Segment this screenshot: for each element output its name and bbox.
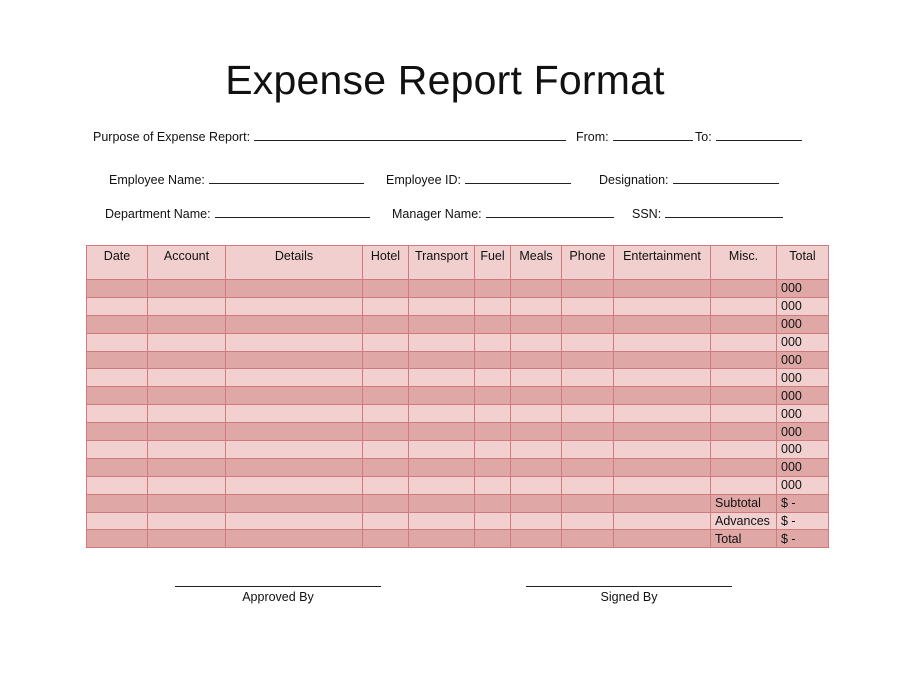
meals-cell[interactable] [511,423,562,441]
table-header-row [87,246,829,280]
meals-cell[interactable] [511,333,562,351]
entertainment-cell[interactable] [614,369,711,387]
designation-input-line[interactable] [673,171,779,184]
expense-table [86,245,829,548]
misc-cell[interactable] [711,333,777,351]
header-details: Details [226,246,363,280]
transport-cell[interactable] [409,333,475,351]
date-cell[interactable] [87,387,148,405]
ssn-field[interactable] [632,205,783,222]
transport-cell[interactable] [409,458,475,476]
misc-cell[interactable] [711,369,777,387]
meals-cell[interactable] [511,315,562,333]
to-label: To: [695,130,712,144]
approved-by-label: Approved By [242,590,314,604]
fuel-cell[interactable] [475,315,511,333]
details-cell[interactable] [226,423,363,441]
designation-field[interactable] [599,171,779,188]
phone-cell[interactable] [562,351,614,369]
transport-cell[interactable] [409,476,475,494]
purpose-input-line[interactable] [254,128,566,141]
table-row [87,405,829,423]
manager-name-field[interactable] [392,205,614,222]
phone-cell[interactable] [562,369,614,387]
row-total-cell: 000 [777,315,829,333]
transport-cell[interactable] [409,405,475,423]
transport-cell[interactable] [409,441,475,459]
transport-cell[interactable] [409,387,475,405]
entertainment-cell[interactable] [614,351,711,369]
phone-cell[interactable] [562,297,614,315]
entertainment-cell[interactable] [614,280,711,298]
hotel-cell[interactable] [363,315,409,333]
account-cell[interactable] [148,297,226,315]
date-cell[interactable] [87,458,148,476]
subtotal-value: $ - [777,494,829,512]
details-cell[interactable] [226,280,363,298]
advances-value: $ - [777,512,829,530]
account-cell[interactable] [148,387,226,405]
entertainment-cell[interactable] [614,441,711,459]
meals-cell[interactable] [511,458,562,476]
department-name-input-line[interactable] [215,205,370,218]
misc-cell[interactable] [711,441,777,459]
manager-name-label: Manager Name: [392,207,482,221]
fuel-cell[interactable] [475,351,511,369]
date-cell[interactable] [87,315,148,333]
row-total-cell: 000 [777,441,829,459]
misc-cell[interactable] [711,315,777,333]
account-cell[interactable] [148,405,226,423]
hotel-cell[interactable] [363,333,409,351]
phone-cell[interactable] [562,333,614,351]
ssn-input-line[interactable] [665,205,783,218]
entertainment-cell[interactable] [614,333,711,351]
employee-id-field[interactable] [386,171,571,188]
department-name-field[interactable] [105,205,370,222]
row-total-cell: 000 [777,333,829,351]
to-input-line[interactable] [716,128,802,141]
approved-by-signature-line[interactable] [175,586,381,587]
fuel-cell[interactable] [475,297,511,315]
subtotal-label: Subtotal [711,494,777,512]
table-row [87,423,829,441]
transport-cell[interactable] [409,315,475,333]
advances-label: Advances [711,512,777,530]
account-cell[interactable] [148,476,226,494]
employee-id-input-line[interactable] [465,171,571,184]
header-transport: Transport [409,246,475,280]
transport-cell[interactable] [409,280,475,298]
hotel-cell[interactable] [363,405,409,423]
phone-cell[interactable] [562,476,614,494]
fuel-cell[interactable] [475,423,511,441]
employee-name-label: Employee Name: [109,173,205,187]
fuel-cell[interactable] [475,458,511,476]
date-cell[interactable] [87,280,148,298]
entertainment-cell[interactable] [614,387,711,405]
table-row [87,476,829,494]
entertainment-cell[interactable] [614,458,711,476]
details-cell[interactable] [226,405,363,423]
meals-cell[interactable] [511,441,562,459]
department-name-label: Department Name: [105,207,211,221]
details-cell[interactable] [226,333,363,351]
misc-cell[interactable] [711,351,777,369]
total-label: Total [711,530,777,548]
meals-cell[interactable] [511,387,562,405]
table-row [87,369,829,387]
date-cell[interactable] [87,351,148,369]
account-cell[interactable] [148,423,226,441]
misc-cell[interactable] [711,297,777,315]
header-total: Total [777,246,829,280]
phone-cell[interactable] [562,441,614,459]
account-cell[interactable] [148,369,226,387]
hotel-cell[interactable] [363,280,409,298]
details-cell[interactable] [226,369,363,387]
fuel-cell[interactable] [475,441,511,459]
fuel-cell[interactable] [475,369,511,387]
table-row [87,458,829,476]
entertainment-cell[interactable] [614,297,711,315]
hotel-cell[interactable] [363,476,409,494]
account-cell[interactable] [148,458,226,476]
subtotal-row [87,494,829,512]
account-cell[interactable] [148,280,226,298]
row-total-cell: 000 [777,476,829,494]
fuel-cell[interactable] [475,476,511,494]
account-cell[interactable] [148,351,226,369]
date-cell[interactable] [87,441,148,459]
hotel-cell[interactable] [363,297,409,315]
entertainment-cell[interactable] [614,423,711,441]
meals-cell[interactable] [511,351,562,369]
from-input-line[interactable] [613,128,693,141]
fuel-cell[interactable] [475,387,511,405]
total-value: $ - [777,530,829,548]
header-account: Account [148,246,226,280]
fuel-cell[interactable] [475,405,511,423]
details-cell[interactable] [226,315,363,333]
table-row [87,333,829,351]
page-title: Expense Report Format [225,57,665,103]
table-row [87,297,829,315]
hotel-cell[interactable] [363,387,409,405]
from-field[interactable] [576,128,693,145]
hotel-cell[interactable] [363,351,409,369]
header-hotel: Hotel [363,246,409,280]
date-cell[interactable] [87,333,148,351]
manager-name-input-line[interactable] [486,205,614,218]
table-row [87,351,829,369]
date-cell[interactable] [87,369,148,387]
row-total-cell: 000 [777,297,829,315]
meals-cell[interactable] [511,297,562,315]
employee-id-label: Employee ID: [386,173,462,187]
to-field[interactable] [695,128,802,145]
meals-cell[interactable] [511,476,562,494]
transport-cell[interactable] [409,369,475,387]
row-total-cell: 000 [777,369,829,387]
phone-cell[interactable] [562,280,614,298]
fuel-cell[interactable] [475,333,511,351]
phone-cell[interactable] [562,423,614,441]
header-phone: Phone [562,246,614,280]
table-row [87,441,829,459]
entertainment-cell[interactable] [614,476,711,494]
purpose-field[interactable] [93,128,566,145]
total-row [87,530,829,548]
details-cell[interactable] [226,351,363,369]
header-fuel: Fuel [475,246,511,280]
details-cell[interactable] [226,387,363,405]
purpose-label: Purpose of Expense Report: [93,130,251,144]
date-cell[interactable] [87,423,148,441]
transport-cell[interactable] [409,423,475,441]
header-date: Date [87,246,148,280]
header-entertainment: Entertainment [614,246,711,280]
table-row [87,387,829,405]
account-cell[interactable] [148,441,226,459]
meals-cell[interactable] [511,405,562,423]
details-cell[interactable] [226,458,363,476]
row-total-cell: 000 [777,387,829,405]
misc-cell[interactable] [711,458,777,476]
from-label: From: [576,130,609,144]
signed-by-label: Signed By [600,590,658,604]
meals-cell[interactable] [511,280,562,298]
misc-cell[interactable] [711,405,777,423]
header-meals: Meals [511,246,562,280]
misc-cell[interactable] [711,280,777,298]
details-cell[interactable] [226,297,363,315]
row-total-cell: 000 [777,423,829,441]
details-cell[interactable] [226,476,363,494]
row-total-cell: 000 [777,351,829,369]
hotel-cell[interactable] [363,423,409,441]
advances-row [87,512,829,530]
hotel-cell[interactable] [363,369,409,387]
meals-cell[interactable] [511,369,562,387]
phone-cell[interactable] [562,315,614,333]
phone-cell[interactable] [562,387,614,405]
table-row [87,315,829,333]
row-total-cell: 000 [777,458,829,476]
designation-label: Designation: [599,173,669,187]
employee-name-field[interactable] [109,171,364,188]
row-total-cell: 000 [777,405,829,423]
transport-cell[interactable] [409,297,475,315]
header-misc: Misc. [711,246,777,280]
row-total-cell: 000 [777,280,829,298]
misc-cell[interactable] [711,423,777,441]
date-cell[interactable] [87,297,148,315]
details-cell[interactable] [226,441,363,459]
phone-cell[interactable] [562,458,614,476]
entertainment-cell[interactable] [614,315,711,333]
table-row [87,280,829,298]
date-cell[interactable] [87,405,148,423]
fuel-cell[interactable] [475,280,511,298]
misc-cell[interactable] [711,387,777,405]
date-cell[interactable] [87,476,148,494]
misc-cell[interactable] [711,476,777,494]
ssn-label: SSN: [632,207,662,221]
hotel-cell[interactable] [363,458,409,476]
signed-by-signature-line[interactable] [526,586,732,587]
entertainment-cell[interactable] [614,405,711,423]
transport-cell[interactable] [409,351,475,369]
account-cell[interactable] [148,315,226,333]
hotel-cell[interactable] [363,441,409,459]
account-cell[interactable] [148,333,226,351]
employee-name-input-line[interactable] [209,171,364,184]
phone-cell[interactable] [562,405,614,423]
